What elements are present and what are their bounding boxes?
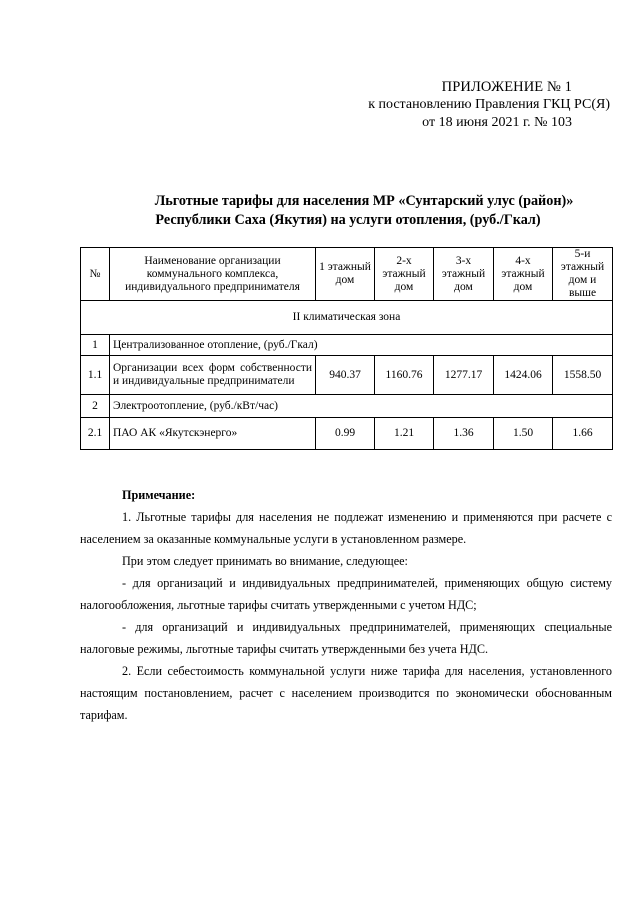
- value-3-floor: 1.36: [434, 418, 494, 450]
- note-paragraph-3: - для организаций и индивидуальных предпринимателей, применяющих общую систему налогообложения, льготные тарифы считать утвержденными с учетом НДС;: [80, 576, 612, 612]
- section-num: 2: [81, 395, 110, 418]
- section-title: Централизованное отопление, (руб./Гкал): [110, 335, 613, 356]
- header-1-floor: 1 этажный дом: [316, 248, 375, 301]
- header-2-floor: 2-х этажный дом: [375, 248, 434, 301]
- note-paragraph-2: При этом следует принимать во внимание, следующее:: [122, 554, 408, 568]
- header-5-floor: 5-и этажный дом и выше: [553, 248, 613, 301]
- row-name: ПАО АК «Якутскэнерго»: [110, 418, 316, 450]
- zone-row: [81, 301, 613, 335]
- value-4-floor: 1.50: [494, 418, 553, 450]
- tariff-table: [80, 247, 613, 450]
- annex-date: от 18 июня 2021 г. № 103: [422, 115, 572, 130]
- annex-header: [368, 78, 610, 132]
- notes-heading: Примечание:: [122, 488, 196, 502]
- table-row: [81, 418, 613, 450]
- section-row: [81, 335, 613, 356]
- note-paragraph-1: 1. Льготные тарифы для населения не подлежат изменению и применяются при расчете с населением за оказанные коммунальные услуги в установленном размере.: [80, 510, 612, 546]
- section-row: [81, 395, 613, 418]
- header-name: Наименование организации коммунального комплекса, индивидуального предпринимателя: [110, 248, 316, 301]
- header-num: №: [81, 248, 110, 301]
- note-paragraph-4: - для организаций и индивидуальных предпринимателей, применяющих специальные налоговые режимы, льготные тарифы считать утвержденными без учета НДС.: [80, 620, 612, 656]
- value-5-floor: 1558.50: [553, 356, 613, 395]
- row-num: 2.1: [81, 418, 110, 450]
- value-4-floor: 1424.06: [494, 356, 553, 395]
- value-2-floor: 1160.76: [375, 356, 434, 395]
- row-name: Организации всех форм собственности и индивидуальные предприниматели: [110, 356, 316, 395]
- value-1-floor: 0.99: [316, 418, 375, 450]
- value-5-floor: 1.66: [553, 418, 613, 450]
- value-1-floor: 940.37: [316, 356, 375, 395]
- zone-label: II климатическая зона: [81, 301, 613, 335]
- title-line-1: Льготные тарифы для населения МР «Сунтарский улус (район)»: [154, 193, 574, 209]
- document-title: [0, 192, 640, 230]
- annex-title: ПРИЛОЖЕНИЕ № 1: [441, 79, 572, 95]
- table-row: [81, 356, 613, 395]
- table-header-row: [81, 248, 613, 301]
- header-3-floor: 3-х этажный дом: [434, 248, 494, 301]
- row-num: 1.1: [81, 356, 110, 395]
- notes-section: [80, 484, 612, 726]
- note-paragraph-5: 2. Если себестоимость коммунальной услуги ниже тарифа для населения, установленного настоящим постановлением, расчет с населением производится по экономически обоснованным тарифам.: [80, 664, 612, 722]
- annex-reference: к постановлению Правления ГКЦ РС(Я): [368, 97, 610, 112]
- value-2-floor: 1.21: [375, 418, 434, 450]
- section-num: 1: [81, 335, 110, 356]
- value-3-floor: 1277.17: [434, 356, 494, 395]
- header-4-floor: 4-х этажный дом: [494, 248, 553, 301]
- title-line-2: Республики Саха (Якутия) на услуги отопления, (руб./Гкал): [155, 212, 541, 228]
- section-title: Электроотопление, (руб./кВт/час): [110, 395, 613, 418]
